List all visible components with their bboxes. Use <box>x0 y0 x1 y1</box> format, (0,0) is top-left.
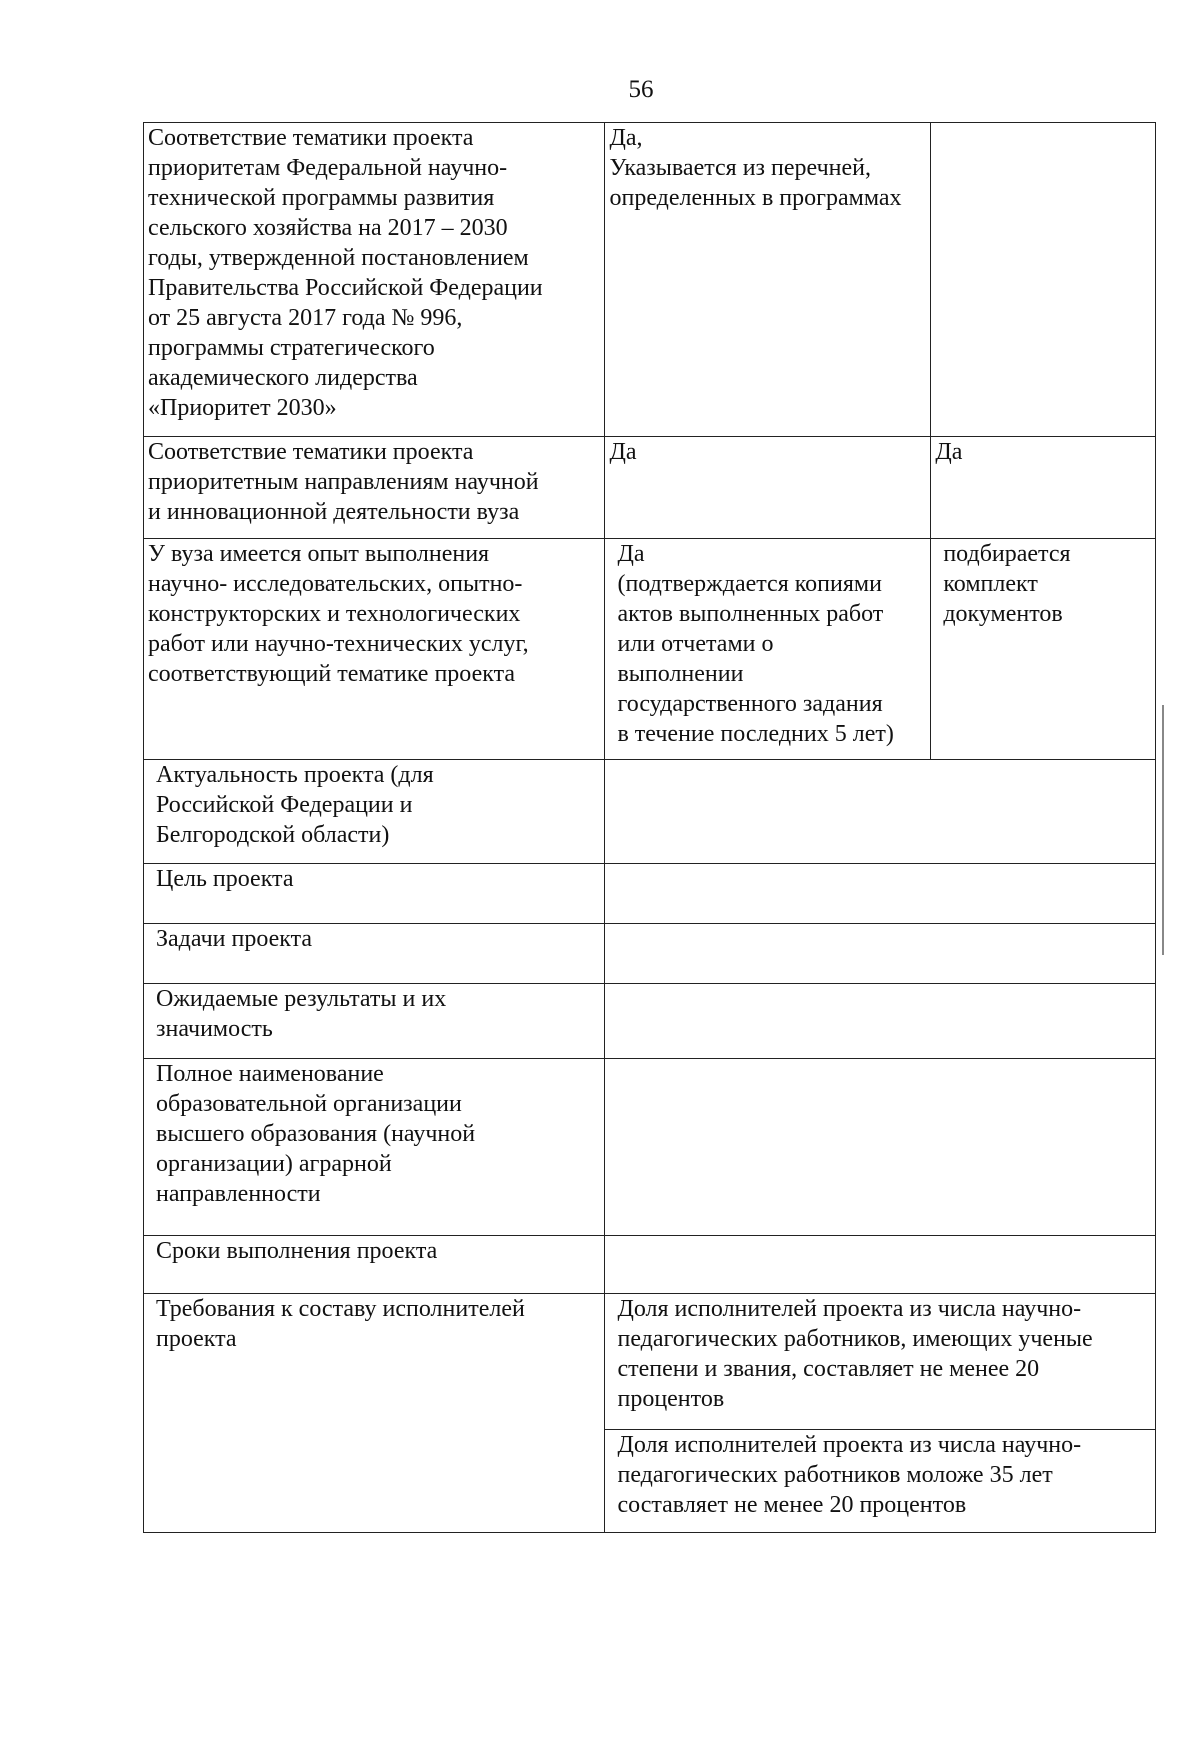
text-line: или отчетами о <box>617 631 774 657</box>
cell-team-requirement-1 <box>605 1294 1156 1430</box>
text-line: работ или научно-технических услуг, <box>148 631 529 657</box>
text-line: Актуальность проекта (для <box>156 762 434 788</box>
text-line: Доля исполнителей проекта из числа научно- <box>617 1296 1082 1322</box>
text-line: Требования к составу исполнителей <box>156 1296 525 1322</box>
cell-tasks-value <box>605 924 1156 984</box>
text-line: «Приоритет 2030» <box>148 395 337 421</box>
text-line: программы стратегического <box>148 335 435 361</box>
text-line: Ожидаемые результаты и их <box>156 986 447 1012</box>
text-line: педагогических работников моложе 35 лет <box>617 1462 1053 1488</box>
table-row-deadlines <box>144 1236 1156 1294</box>
text-line: приоритетам Федеральной научно- <box>148 155 508 181</box>
cell-priority-directions-value: Да <box>605 437 931 539</box>
cell-team-requirements-label <box>144 1294 605 1533</box>
text-line: актов выполненных работ <box>617 601 884 627</box>
table-row-priority-directions <box>144 437 1156 539</box>
text-line: Доля исполнителей проекта из числа научно- <box>617 1432 1082 1458</box>
text-line: соответствующий тематике проекта <box>148 661 516 687</box>
cell-relevance-label <box>144 760 605 864</box>
text-line: направленности <box>156 1181 321 1207</box>
text-line: конструкторских и технологических <box>148 601 521 627</box>
text-line: научно- исследовательских, опытно- <box>148 571 523 597</box>
text-line: в течение последних 5 лет) <box>617 721 894 747</box>
text-line: государственного задания <box>617 691 883 717</box>
cell-experience-value <box>605 539 931 760</box>
text-line: подбирается <box>943 541 1071 567</box>
text-line: Указывается из перечней, <box>609 155 871 181</box>
cell-experience-label <box>144 539 605 760</box>
text-line: проекта <box>156 1326 237 1352</box>
text-line: и инновационной деятельности вуза <box>148 499 520 525</box>
text-line: определенных в программах <box>609 185 902 211</box>
text-line: Соответствие тематики проекта <box>148 439 474 465</box>
text-line: сельского хозяйства на 2017 – 2030 <box>148 215 508 241</box>
table-row-expected-results <box>144 984 1156 1059</box>
text-line: образовательной организации <box>156 1091 462 1117</box>
text-line: степени и звания, составляет не менее 20 <box>617 1356 1040 1382</box>
cell-team-requirement-2 <box>605 1430 1156 1533</box>
table-row-organization-name <box>144 1059 1156 1236</box>
cell-priority-program-label <box>144 123 605 437</box>
cell-deadlines-value <box>605 1236 1156 1294</box>
cell-expected-results-value <box>605 984 1156 1059</box>
table-row-experience <box>144 539 1156 760</box>
text-line: документов <box>943 601 1063 627</box>
table-row-priority-program <box>144 123 1156 437</box>
text-line: Да <box>617 541 645 567</box>
cell-relevance-value <box>605 760 1156 864</box>
text-line: организации) аграрной <box>156 1151 392 1177</box>
text-line: процентов <box>617 1386 725 1412</box>
text-line: Полное наименование <box>156 1061 384 1087</box>
table-row-goal <box>144 864 1156 924</box>
text-line: Российской Федерации и <box>156 792 413 818</box>
table-row-relevance <box>144 760 1156 864</box>
table-row-tasks <box>144 924 1156 984</box>
text-line: (подтверждается копиями <box>617 571 882 597</box>
text-line: академического лидерства <box>148 365 418 391</box>
text-line: Соответствие тематики проекта <box>148 125 474 151</box>
text-line: Правительства Российской Федерации <box>148 275 543 301</box>
text-line: педагогических работников, имеющих ученые <box>617 1326 1093 1352</box>
cell-priority-directions-label <box>144 437 605 539</box>
table-row-team-requirements <box>144 1294 1156 1430</box>
cell-organization-name-value <box>605 1059 1156 1236</box>
text-line: значимость <box>156 1016 273 1042</box>
text-line: высшего образования (научной <box>156 1121 476 1147</box>
cell-organization-name-label <box>144 1059 605 1236</box>
text-line: технической программы развития <box>148 185 495 211</box>
cell-priority-program-value <box>605 123 931 437</box>
text-line: комплект <box>943 571 1038 597</box>
text-line: Да, <box>609 125 643 151</box>
cell-priority-program-extra <box>931 123 1156 437</box>
text-line: от 25 августа 2017 года № 996, <box>148 305 463 331</box>
text-line: годы, утвержденной постановлением <box>148 245 529 271</box>
cell-goal-value <box>605 864 1156 924</box>
cell-expected-results-label <box>144 984 605 1059</box>
cell-priority-directions-extra: Да <box>931 437 1156 539</box>
text-line: Белгородской области) <box>156 822 390 848</box>
text-line: У вуза имеется опыт выполнения <box>148 541 490 567</box>
cell-tasks-label: Задачи проекта <box>144 924 605 984</box>
text-line: приоритетным направлениям научной <box>148 469 539 495</box>
cell-goal-label: Цель проекта <box>144 864 605 924</box>
project-criteria-table <box>143 122 1156 1533</box>
text-line: составляет не менее 20 процентов <box>617 1492 967 1518</box>
scan-edge-mark <box>1162 705 1164 955</box>
cell-experience-extra <box>931 539 1156 760</box>
page-number: 56 <box>628 76 654 103</box>
text-line: выполнении <box>617 661 744 687</box>
cell-deadlines-label: Сроки выполнения проекта <box>144 1236 605 1294</box>
